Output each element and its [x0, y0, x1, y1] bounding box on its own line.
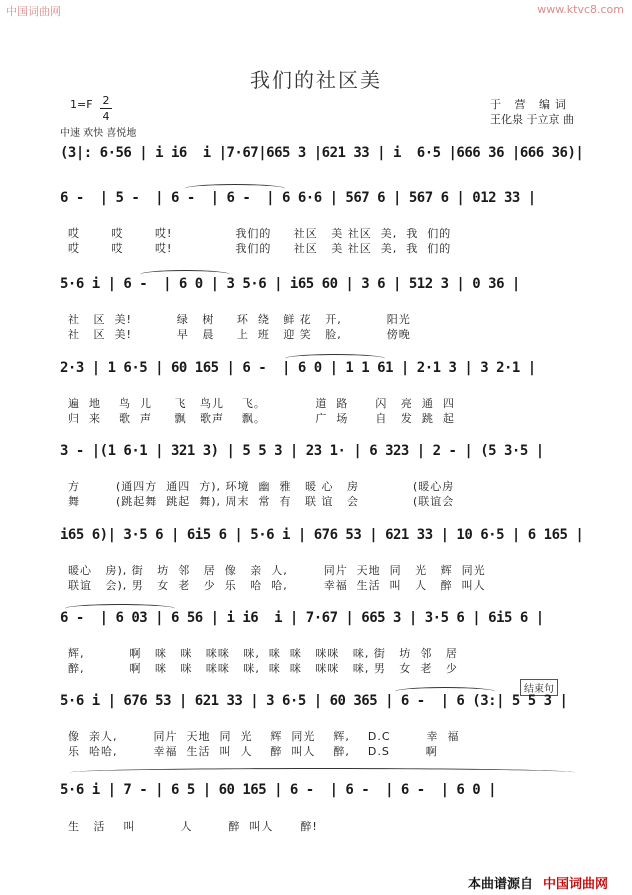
lyric-verse-2: 联谊 会), 男 女 老 少 乐 哈 哈, 幸福 生活 叫 人 醉 叫人 — [68, 579, 486, 592]
watermark-left: 中国词曲网 — [6, 5, 61, 18]
lyric-verse-2: 醉, 啊 咪 咪 咪咪 咪, 咪 咪 咪咪 咪, 男 女 老 少 — [68, 662, 458, 675]
notation-line: 5·6 i | 7 - | 6 5 | 60 165 | 6 - | 6 - | 6 - | 6 0 | — [60, 782, 497, 798]
lyric-verse-1: 方 (通四方 通四 方), 环境 幽 雅 暖 心 房 (暖心房 — [68, 480, 455, 493]
tie-arc — [70, 768, 575, 777]
credits — [490, 97, 574, 127]
notation-line: 5·6 i | 6 - | 6 0 | 3 5·6 | i65 60 | 3 6 | 512 3 | 0 36 | — [60, 276, 520, 292]
notation-line: i65 6)| 3·5 6 | 6i5 6 | 5·6 i | 676 53 | 621 33 | 10 6·5 | 6 165 | — [60, 527, 584, 543]
meter-line — [100, 108, 112, 109]
lyric-verse-1: 哎 哎 哎! 我们的 社区 美 社区 美, 我 们的 — [68, 227, 452, 240]
meter-top: 2 — [102, 94, 110, 107]
lyric-verse-1: 辉, 啊 咪 咪 咪咪 咪, 咪 咪 咪咪 咪, 街 坊 邻 居 — [68, 647, 458, 660]
lyric-verse-2: 社 区 美! 早 晨 上 班 迎 笑 脸, 傍晚 — [68, 328, 411, 341]
notation-line: (3|: 6·56 | i i6 i |7·67|665 3 |621 33 | i 6·5 |666 36 |666 36)| — [60, 145, 584, 161]
notation-line: 5·6 i | 676 53 | 621 33 | 3 6·5 | 60 365 | 6 - | 6 (3:| 5 5 3 | — [60, 693, 568, 709]
lyricist-credit: 于 营 编词 — [490, 98, 571, 111]
lyric-verse-2: 哎 哎 哎! 我们的 社区 美 社区 美, 我 们的 — [68, 242, 452, 255]
lyric-final: 生 活 叫 人 醉 叫人 醉! — [68, 820, 318, 833]
footer-source-text: 本曲谱源自 — [468, 877, 534, 892]
lyric-verse-1: 社 区 美! 绿 树 环 绕 鲜 花 开, 阳光 — [68, 313, 411, 326]
notation-line: 6 - | 6 03 | 6 56 | i i6 i | 7·67 | 665 3 | 3·5 6 | 6i5 6 | — [60, 610, 544, 626]
footer-site[interactable]: 中国词曲网 — [543, 877, 609, 892]
watermark-right: www.ktvc8.com — [537, 3, 624, 16]
lyric-verse-2: 舞 (跳起舞 跳起 舞), 周末 常 有 联 谊 会 (联谊会 — [68, 495, 455, 508]
composer-credit: 王化泉 于立京 曲 — [490, 113, 574, 126]
lyric-verse-1: 像 亲人, 同片 天地 同 光 辉 同光 辉, D.C 幸 福 — [68, 730, 460, 743]
tempo-marking: 中速 欢快 喜悦地 — [60, 128, 137, 139]
footer-source — [468, 873, 608, 892]
meter-bottom: 4 — [102, 110, 110, 123]
key-signature: 1=F — [70, 98, 93, 111]
lyric-verse-2: 乐 哈哈, 幸福 生活 叫 人 醉 叫人 醉, D.S 啊 — [68, 745, 438, 758]
lyric-verse-1: 暖心 房), 街 坊 邻 居 像 亲 人, 同片 天地 同 光 辉 同光 — [68, 564, 486, 577]
lyric-verse-1: 遍 地 鸟 儿 飞 鸟儿 飞。 道 路 闪 亮 通 四 — [68, 397, 455, 410]
time-signature — [100, 94, 112, 123]
notation-line: 6 - | 5 - | 6 - | 6 - | 6 6·6 | 567 6 | 567 6 | 012 33 | — [60, 190, 536, 206]
ending-label: 结束句 — [520, 679, 558, 696]
notation-line: 2·3 | 1 6·5 | 60 165 | 6 - | 6 0 | 1 1 61 | 2·1 3 | 3 2·1 | — [60, 360, 536, 376]
lyric-verse-2: 归 来 歌 声 飘 歌声 飘。 广 场 自 发 跳 起 — [68, 412, 455, 425]
song-title: 我们的社区美 — [250, 68, 382, 92]
notation-line: 3 - |(1 6·1 | 321 3) | 5 5 3 | 23 1· | 6 323 | 2 - | (5 3·5 | — [60, 443, 544, 459]
